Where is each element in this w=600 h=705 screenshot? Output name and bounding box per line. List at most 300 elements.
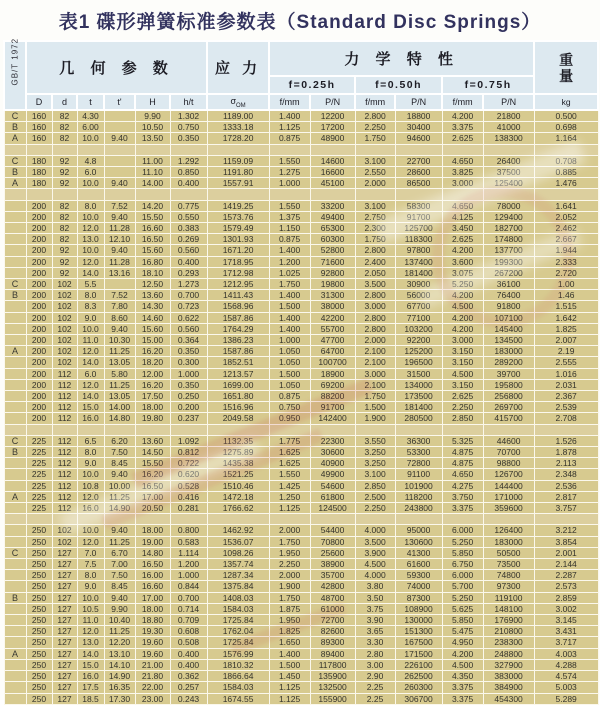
cell: 13.10 — [104, 648, 135, 659]
cell: 16.20 — [135, 379, 170, 390]
cell: 49400 — [310, 211, 355, 222]
cell: 1.950 — [269, 547, 310, 558]
cell: 4.000 — [355, 570, 395, 581]
cell: 49900 — [310, 469, 355, 480]
col-header: f/mm — [355, 94, 395, 110]
cell — [104, 122, 135, 133]
cell: 3.250 — [355, 458, 395, 469]
cell: 48900 — [310, 133, 355, 144]
cell: 1.642 — [534, 312, 598, 323]
col-header: t — [77, 94, 104, 110]
cell: 0.400 — [170, 659, 207, 670]
cell: 33200 — [310, 200, 355, 211]
table-row — [4, 256, 598, 267]
cell: 1357.74 — [207, 559, 269, 570]
cell: 12.0 — [77, 379, 104, 390]
cell: 4.000 — [355, 525, 395, 536]
cell: 182700 — [483, 223, 534, 234]
cell: 112 — [52, 435, 77, 446]
cell: 127 — [52, 581, 77, 592]
empty-cell — [77, 189, 104, 200]
cell: 13.0 — [77, 637, 104, 648]
series-letter — [4, 626, 26, 637]
cell: 1411.43 — [207, 290, 269, 301]
cell: 3.600 — [442, 256, 483, 267]
cell: 1.302 — [170, 110, 207, 122]
cell: 256800 — [483, 391, 534, 402]
table-row — [4, 637, 598, 648]
cell: 200 — [26, 312, 52, 323]
cell: 126700 — [483, 469, 534, 480]
cell: 0.560 — [170, 323, 207, 334]
cell: 1213.57 — [207, 368, 269, 379]
series-letter — [4, 357, 26, 368]
cell: 16.35 — [104, 682, 135, 693]
series-letter — [4, 368, 26, 379]
cell: 2.367 — [534, 391, 598, 402]
cell: 9.40 — [104, 592, 135, 603]
cell: 8.45 — [104, 458, 135, 469]
table-row — [4, 458, 598, 469]
cell: 2.800 — [355, 312, 395, 323]
table-row — [4, 391, 598, 402]
cell: 11.0 — [77, 335, 104, 346]
cell: 14.80 — [135, 547, 170, 558]
empty-cell — [207, 144, 269, 155]
cell: 10.30 — [104, 335, 135, 346]
empty-cell — [395, 514, 442, 525]
cell: 3.000 — [355, 301, 395, 312]
cell: 174800 — [483, 234, 534, 245]
series-letter — [4, 402, 26, 413]
series-letter: A — [4, 133, 26, 144]
cell: 1.650 — [269, 637, 310, 648]
cell: 67700 — [395, 301, 442, 312]
empty-cell — [4, 514, 26, 525]
cell: 0.200 — [170, 402, 207, 413]
empty-cell — [104, 514, 135, 525]
cell: 102 — [52, 525, 77, 536]
cell: 2.750 — [355, 211, 395, 222]
cell: 82 — [52, 122, 77, 133]
cell: 3.550 — [355, 435, 395, 446]
cell: 1.016 — [534, 368, 598, 379]
cell: 70800 — [310, 536, 355, 547]
cell: 4.200 — [442, 648, 483, 659]
cell: 1.944 — [534, 245, 598, 256]
cell: 1.125 — [269, 503, 310, 514]
empty-cell — [269, 189, 310, 200]
empty-cell — [4, 189, 26, 200]
table-row — [4, 223, 598, 234]
series-letter: A — [4, 178, 26, 189]
cell: 9.40 — [104, 323, 135, 334]
cell: 16.00 — [135, 570, 170, 581]
cell: 2.625 — [442, 234, 483, 245]
empty-cell — [26, 144, 52, 155]
cell: 1.500 — [269, 368, 310, 379]
col-header: h/t — [170, 94, 207, 110]
cell: 9.0 — [77, 312, 104, 323]
cell: 267200 — [483, 267, 534, 278]
cell: 225 — [26, 480, 52, 491]
cell: 92 — [52, 245, 77, 256]
cell: 127 — [52, 547, 77, 558]
cell: 55700 — [310, 323, 355, 334]
cell: 199300 — [483, 256, 534, 267]
cell: 119100 — [483, 592, 534, 603]
cell: 1.164 — [534, 133, 598, 144]
cell: 1.125 — [269, 693, 310, 704]
cell: 112 — [52, 379, 77, 390]
cell: 10.0 — [77, 525, 104, 536]
cell: 11.0 — [77, 615, 104, 626]
cell: 30400 — [395, 122, 442, 133]
cell: 3.000 — [442, 178, 483, 189]
cell: 1725.84 — [207, 615, 269, 626]
cell: 4.288 — [534, 659, 598, 670]
cell: 2.250 — [355, 122, 395, 133]
cell: 0.281 — [170, 503, 207, 514]
cell: 17.30 — [104, 693, 135, 704]
cell: 2.348 — [534, 469, 598, 480]
cell: 2.817 — [534, 491, 598, 502]
cell: 1.375 — [269, 211, 310, 222]
cell: 155900 — [310, 693, 355, 704]
cell: 200 — [26, 335, 52, 346]
f-075-header: f=0.75h — [442, 76, 534, 94]
cell: 1.400 — [269, 323, 310, 334]
cell: 1764.29 — [207, 323, 269, 334]
cell: 14.0 — [77, 267, 104, 278]
table-row — [4, 536, 598, 547]
cell: 8.0 — [77, 570, 104, 581]
cell: 13.16 — [104, 267, 135, 278]
cell: 5.850 — [442, 547, 483, 558]
group-separator-row — [4, 514, 598, 525]
cell: 82600 — [310, 626, 355, 637]
empty-cell — [4, 424, 26, 435]
cell: 10.0 — [77, 323, 104, 334]
cell: 126400 — [483, 525, 534, 536]
cell: 195800 — [483, 379, 534, 390]
cell: 37500 — [483, 167, 534, 178]
cell: 45100 — [310, 178, 355, 189]
cell: 13.05 — [104, 357, 135, 368]
table-row — [4, 335, 598, 346]
cell: 225 — [26, 469, 52, 480]
cell: 127 — [52, 603, 77, 614]
series-letter — [4, 413, 26, 424]
cell: 0.508 — [170, 637, 207, 648]
cell: 0.700 — [170, 290, 207, 301]
table-row — [4, 267, 598, 278]
cell: 38900 — [310, 559, 355, 570]
cell: 4.650 — [442, 155, 483, 166]
cell: 2.80 — [355, 648, 395, 659]
cell: 1.500 — [269, 659, 310, 670]
cell: 2.287 — [534, 570, 598, 581]
cell: 200 — [26, 290, 52, 301]
cell: 41300 — [395, 547, 442, 558]
cell: 36300 — [395, 435, 442, 446]
series-letter — [4, 671, 26, 682]
cell: 1.273 — [170, 279, 207, 290]
cell: 1728.20 — [207, 133, 269, 144]
cell: 1.000 — [170, 368, 207, 379]
series-letter — [4, 536, 26, 547]
cell: 225 — [26, 458, 52, 469]
cell: 130600 — [395, 536, 442, 547]
table-body — [4, 110, 598, 704]
cell: 1.000 — [269, 178, 310, 189]
cell: 0.257 — [170, 682, 207, 693]
cell: 8.60 — [104, 312, 135, 323]
series-letter — [4, 379, 26, 390]
cell: 1.750 — [355, 234, 395, 245]
cell: 40900 — [310, 458, 355, 469]
table-row — [4, 122, 598, 133]
table-row — [4, 346, 598, 357]
cell: 112 — [52, 413, 77, 424]
cell: 1579.49 — [207, 223, 269, 234]
cell: 88200 — [310, 391, 355, 402]
cell: 0.550 — [170, 211, 207, 222]
cell: 9.0 — [77, 581, 104, 592]
cell: 100700 — [310, 357, 355, 368]
cell: 16.50 — [135, 234, 170, 245]
col-header: P/N — [310, 94, 355, 110]
cell: 289200 — [483, 357, 534, 368]
empty-cell — [269, 144, 310, 155]
cell: 11.10 — [135, 167, 170, 178]
empty-cell — [170, 189, 207, 200]
cell: 23.00 — [135, 693, 170, 704]
cell: 11.00 — [135, 155, 170, 166]
empty-cell — [310, 144, 355, 155]
cell: 250 — [26, 570, 52, 581]
cell: 102 — [52, 335, 77, 346]
cell: 16.50 — [135, 559, 170, 570]
cell: 2049.58 — [207, 413, 269, 424]
cell: 1.450 — [269, 671, 310, 682]
cell: 13.60 — [135, 290, 170, 301]
cell: 183000 — [483, 346, 534, 357]
table-row — [4, 603, 598, 614]
cell: 250 — [26, 547, 52, 558]
cell: 7.50 — [104, 447, 135, 458]
cell: 74800 — [483, 570, 534, 581]
empty-cell — [77, 144, 104, 155]
cell: 11.28 — [104, 256, 135, 267]
cell: 1.875 — [269, 603, 310, 614]
cell: 69200 — [310, 379, 355, 390]
cell: 2.100 — [355, 346, 395, 357]
cell: 1516.96 — [207, 402, 269, 413]
cell: 25600 — [310, 547, 355, 558]
cell: 262500 — [395, 671, 442, 682]
cell: 269700 — [483, 402, 534, 413]
cell: 0.885 — [534, 167, 598, 178]
cell: 58300 — [395, 200, 442, 211]
series-letter — [4, 245, 26, 256]
cell: 1333.18 — [207, 122, 269, 133]
empty-cell — [442, 424, 483, 435]
cell: 160 — [26, 122, 52, 133]
cell: 180 — [26, 178, 52, 189]
empty-cell — [52, 514, 77, 525]
cell: 0.250 — [170, 391, 207, 402]
cell: 1712.98 — [207, 267, 269, 278]
cell: 200 — [26, 323, 52, 334]
cell: 1587.86 — [207, 346, 269, 357]
series-letter: C — [4, 435, 26, 446]
cell: 1568.96 — [207, 301, 269, 312]
cell: 11.25 — [104, 626, 135, 637]
cell: 200 — [26, 357, 52, 368]
cell: 145400 — [483, 323, 534, 334]
cell: 10.0 — [77, 592, 104, 603]
cell: 1.900 — [269, 581, 310, 592]
cell: 98800 — [483, 458, 534, 469]
table-row — [4, 368, 598, 379]
empty-cell — [207, 514, 269, 525]
cell: 2.800 — [355, 290, 395, 301]
empty-cell — [170, 144, 207, 155]
cell: 12.0 — [77, 223, 104, 234]
cell: 129400 — [483, 211, 534, 222]
table-row — [4, 211, 598, 222]
cell: 118200 — [395, 491, 442, 502]
cell: 12.0 — [77, 256, 104, 267]
cell: 200 — [26, 368, 52, 379]
cell: 4.275 — [442, 480, 483, 491]
table-row — [4, 570, 598, 581]
cell — [104, 110, 135, 122]
cell: 1.625 — [269, 447, 310, 458]
cell: 2.333 — [534, 256, 598, 267]
cell: 95000 — [395, 525, 442, 536]
cell: 250 — [26, 648, 52, 659]
table-header — [4, 37, 598, 110]
cell: 15.0 — [77, 659, 104, 670]
cell: 4.650 — [442, 469, 483, 480]
cell: 200 — [26, 413, 52, 424]
group-separator-row — [4, 144, 598, 155]
col-header: P/N — [395, 94, 442, 110]
cell: 4.500 — [355, 559, 395, 570]
cell: 1212.95 — [207, 279, 269, 290]
cell: 2.625 — [442, 133, 483, 144]
cell: 0.269 — [170, 234, 207, 245]
cell: 2.90 — [355, 671, 395, 682]
col-header: kg — [534, 94, 598, 110]
cell: 9.40 — [104, 211, 135, 222]
cell: 3.500 — [355, 536, 395, 547]
cell: 1.050 — [269, 346, 310, 357]
cell: 17.00 — [135, 592, 170, 603]
cell: 13.60 — [135, 435, 170, 446]
cell: 2.031 — [534, 379, 598, 390]
cell: 1098.26 — [207, 547, 269, 558]
cell: 1699.00 — [207, 379, 269, 390]
cell: 17.5 — [77, 682, 104, 693]
cell: 1584.03 — [207, 682, 269, 693]
cell: 1462.92 — [207, 525, 269, 536]
series-letter — [4, 211, 26, 222]
cell: 1762.04 — [207, 626, 269, 637]
cell: 134000 — [395, 379, 442, 390]
cell: 10.40 — [104, 615, 135, 626]
cell: 0.583 — [170, 536, 207, 547]
cell: 200 — [26, 391, 52, 402]
series-letter — [4, 200, 26, 211]
empty-cell — [310, 514, 355, 525]
cell: 127 — [52, 659, 77, 670]
cell: 16.60 — [135, 223, 170, 234]
cell: 226100 — [395, 659, 442, 670]
table-row — [4, 469, 598, 480]
cell: 102 — [52, 290, 77, 301]
cell: 14.0 — [77, 391, 104, 402]
cell: 3.450 — [442, 223, 483, 234]
cell: 2.144 — [534, 559, 598, 570]
cell: 0.850 — [170, 167, 207, 178]
cell: 134500 — [483, 335, 534, 346]
cell: 183000 — [483, 536, 534, 547]
cell: 0.812 — [170, 447, 207, 458]
cell: 4.30 — [77, 110, 104, 122]
cell: 2.539 — [534, 402, 598, 413]
cell: 118300 — [395, 234, 442, 245]
cell: 142400 — [310, 413, 355, 424]
series-letter — [4, 312, 26, 323]
cell: 4.350 — [442, 671, 483, 682]
empty-cell — [534, 144, 598, 155]
cell: 28600 — [395, 167, 442, 178]
cell: 1.750 — [355, 391, 395, 402]
cell: 17.50 — [135, 391, 170, 402]
cell: 1.200 — [170, 559, 207, 570]
cell: 102 — [52, 536, 77, 547]
cell: 9.40 — [104, 245, 135, 256]
cell: 10.5 — [77, 603, 104, 614]
empty-cell — [534, 189, 598, 200]
cell: 1.400 — [269, 312, 310, 323]
series-letter — [4, 301, 26, 312]
cell: 306700 — [395, 693, 442, 704]
cell: 6.70 — [104, 547, 135, 558]
cell: 0.560 — [170, 245, 207, 256]
cell: 1301.93 — [207, 234, 269, 245]
cell: 102 — [52, 279, 77, 290]
cell: 14.60 — [135, 312, 170, 323]
cell: 200 — [26, 279, 52, 290]
cell: 1810.32 — [207, 659, 269, 670]
cell: 3.150 — [442, 357, 483, 368]
cell: 19.80 — [135, 413, 170, 424]
cell: 2.400 — [355, 256, 395, 267]
cell: 7.52 — [104, 290, 135, 301]
series-letter — [4, 581, 26, 592]
empty-cell — [483, 189, 534, 200]
cell: 0.875 — [269, 133, 310, 144]
cell: 1.526 — [534, 435, 598, 446]
cell: 82 — [52, 234, 77, 245]
cell: 3.750 — [442, 491, 483, 502]
cell: 107100 — [483, 312, 534, 323]
cell: 3.854 — [534, 536, 598, 547]
